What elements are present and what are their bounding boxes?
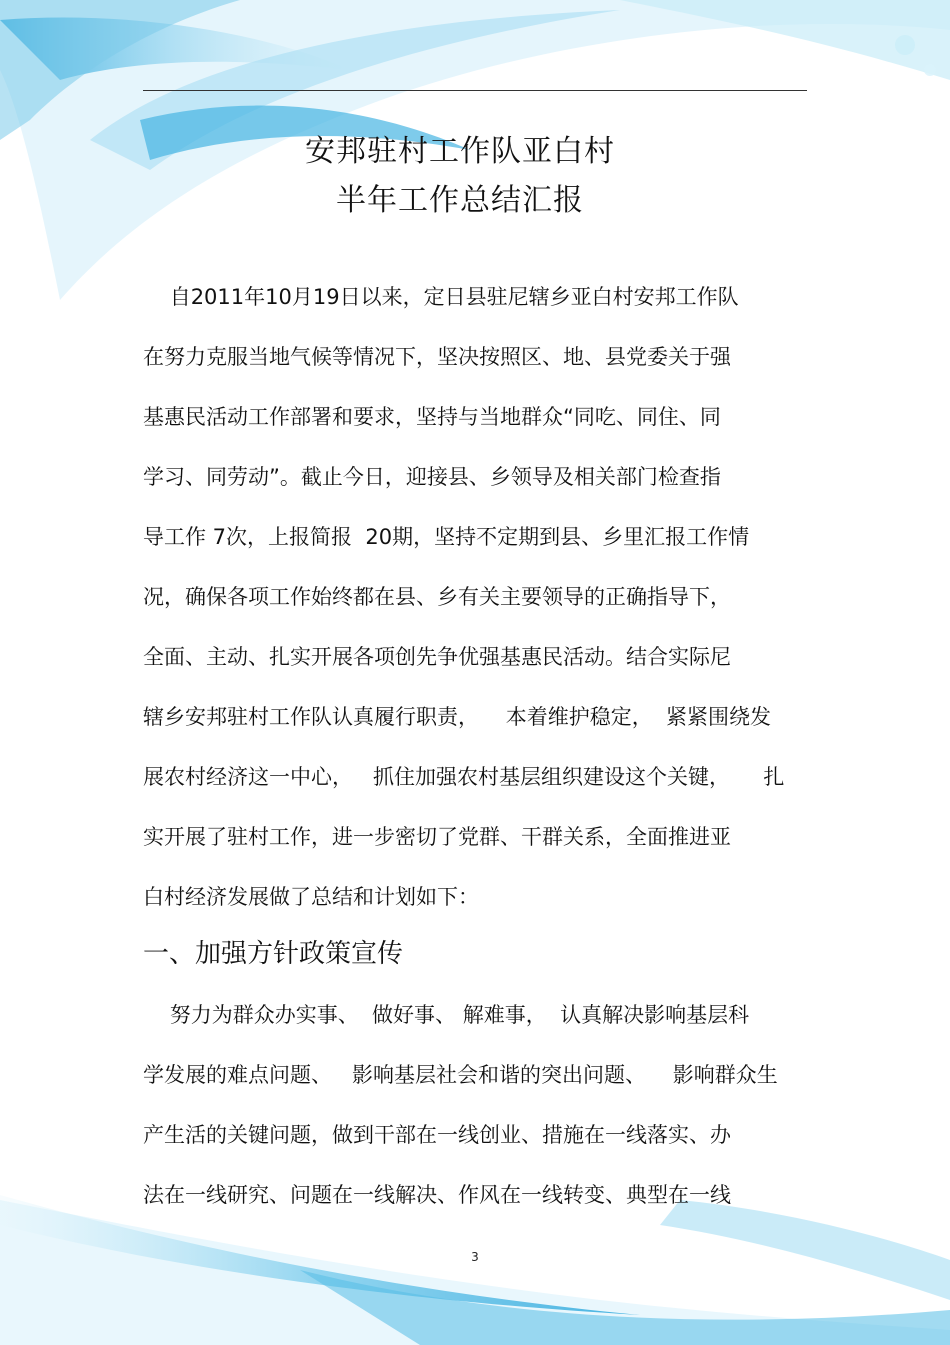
paragraph-line: 学习、同劳动”。截止今日，迎接县、乡领导及相关部门检查指: [143, 465, 721, 489]
paragraph-line: 自2011年10月19日以来，定日县驻尼辖乡亚白村安邦工作队: [143, 285, 739, 309]
page-number: 3: [471, 1250, 479, 1264]
paragraph-line: 法在一线研究、问题在一线解决、作风在一线转变、典型在一线: [143, 1183, 731, 1207]
paragraph-line: 学发展的难点问题、 影响基层社会和谐的突出问题、 影响群众生: [143, 1063, 778, 1087]
paragraph-line: 导工作 7次，上报简报 20期，坚持不定期到县、乡里汇报工作情: [143, 525, 750, 549]
paragraph-line: 展农村经济这一中心， 抓住加强农村基层组织建设这个关键， 扎: [143, 765, 785, 789]
paragraph-line: 基惠民活动工作部署和要求，坚持与当地群众“同吃、同住、同: [143, 405, 721, 429]
header-rule: [143, 90, 807, 91]
section-heading: 一、加强方针政策宣传: [143, 939, 404, 969]
paragraph-line: 产生活的关键问题，做到干部在一线创业、措施在一线落实、办: [143, 1123, 731, 1147]
paragraph-line: 实开展了驻村工作，进一步密切了党群、干群关系，全面推进亚: [143, 825, 731, 849]
paragraph-line: 全面、主动、扎实开展各项创先争优强基惠民活动。结合实际尼: [143, 645, 731, 669]
paragraph-line: 况，确保各项工作始终都在县、乡有关主要领导的正确指导下，: [143, 585, 731, 609]
paragraph-line: 努力为群众办实事、 做好事、 解难事， 认真解决影响基层科: [143, 1003, 750, 1027]
document-title-line1: 安邦驻村工作队亚白村: [305, 134, 615, 169]
paragraph-line: 辖乡安邦驻村工作队认真履行职责， 本着维护稳定， 紧紧围绕发: [143, 705, 772, 729]
section1-paragraph: [143, 985, 813, 1225]
document-title-line2: 半年工作总结汇报: [336, 183, 584, 218]
intro-paragraph: [143, 267, 813, 927]
paragraph-line: 在努力克服当地气候等情况下，坚决按照区、地、县党委关于强: [143, 345, 731, 369]
paragraph-line: 白村经济发展做了总结和计划如下：: [143, 885, 479, 909]
